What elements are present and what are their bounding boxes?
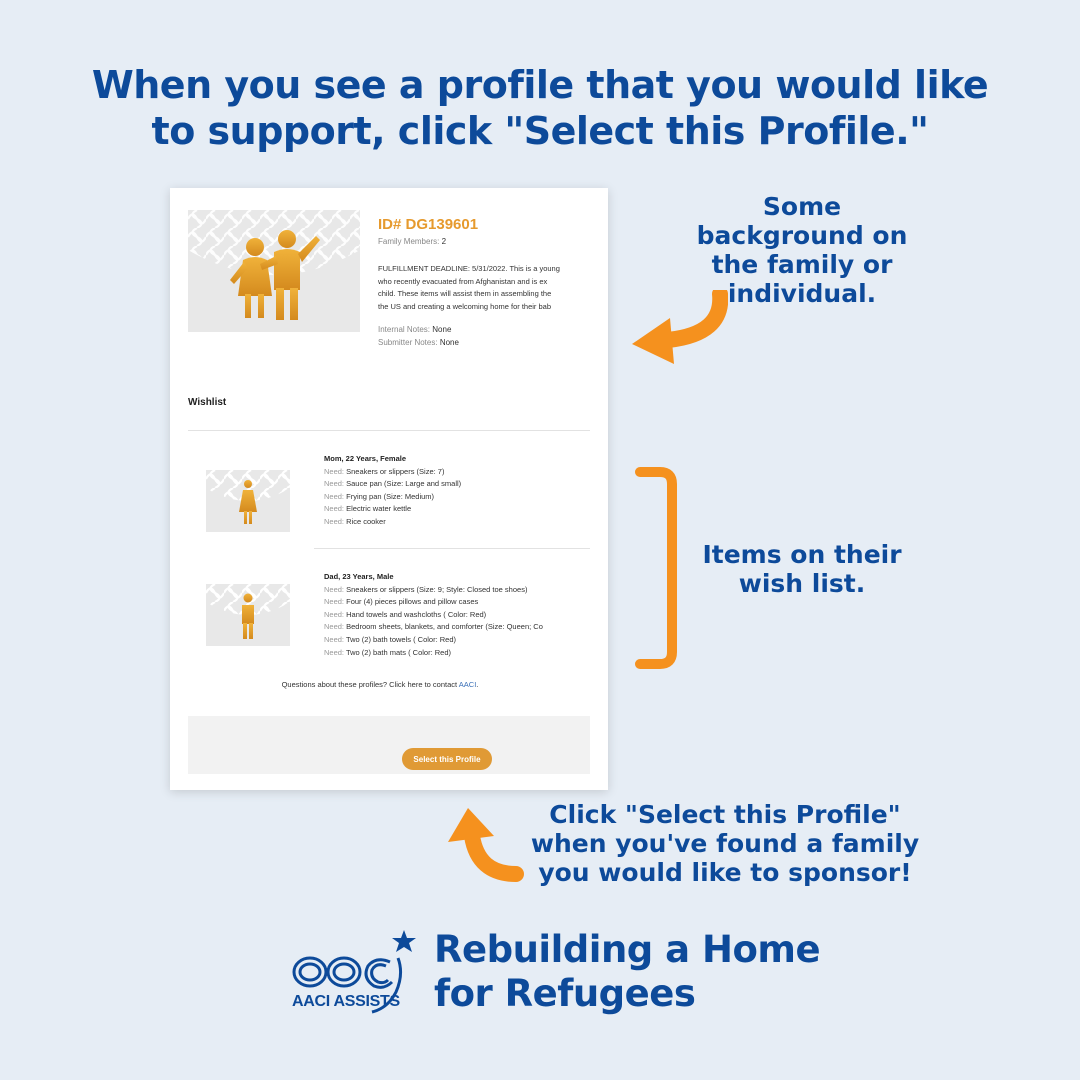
person-name: Dad, 23 Years, Male <box>324 572 394 581</box>
family-members-label: Family Members: <box>378 237 440 246</box>
callout-wishlist: Items on their wish list. <box>702 540 902 598</box>
dad-photo <box>206 584 290 646</box>
select-profile-button[interactable]: Select this Profile <box>402 748 492 770</box>
brand-title <box>434 928 820 1016</box>
wishlist-item <box>324 584 608 597</box>
footer-band <box>188 716 590 774</box>
wishlist-item <box>324 621 608 634</box>
need-label: Need: <box>324 504 345 514</box>
questions-end: . <box>476 680 479 689</box>
divider <box>314 548 590 549</box>
need-label: Need: <box>324 479 345 489</box>
wishlist-item <box>324 478 608 491</box>
family-photo <box>188 210 360 332</box>
profile-screenshot <box>170 188 608 790</box>
internal-notes-label: Internal Notes: <box>378 325 431 334</box>
submitter-notes-value: None <box>439 338 459 347</box>
item-text: Two (2) bath mats ( Color: Red) <box>345 647 452 657</box>
submitter-notes-label: Submitter Notes: <box>378 338 438 347</box>
person-name: Mom, 22 Years, Female <box>324 454 406 463</box>
profile-id: ID# DG139601 <box>378 216 479 233</box>
item-text: Bedroom sheets, blankets, and comforter (Size: Queen; Co <box>346 622 543 632</box>
background-line: who recently evacuated from Afghanistan and is ex <box>378 276 548 286</box>
headline-line-2: to support, click "Select this Profile." <box>151 109 929 153</box>
wishlist-person-mom <box>324 453 608 529</box>
wishlist-item <box>324 516 608 529</box>
background-line: child. These items will assist them in assembling the <box>378 289 552 298</box>
family-members-value: 2 <box>441 237 447 246</box>
wishlist-item <box>324 596 608 609</box>
family-background <box>378 263 608 313</box>
questions-line <box>170 680 590 689</box>
item-text: Sneakers or slippers (Size: 7) <box>346 466 445 476</box>
wishlist-title: Wishlist <box>188 397 227 408</box>
wishlist-item <box>324 647 608 660</box>
family-members <box>378 237 446 246</box>
item-text: Sauce pan (Size: Large and small) <box>346 479 462 489</box>
headline-line-1: When you see a profile that you would like <box>91 63 989 107</box>
callout-select: Click "Select this Profile" when you've found a family you would like to sponsor! <box>530 800 920 887</box>
need-label: Need: <box>324 634 345 644</box>
contact-aaci-link[interactable]: AACI <box>458 680 477 689</box>
arrow-up-icon <box>438 806 524 884</box>
brand-title-line-1: Rebuilding a Home <box>434 928 821 971</box>
callout-background: Some background on the family or individual. <box>696 192 908 308</box>
item-text: Sneakers or slippers (Size: 9; Style: Closed toe shoes) <box>346 584 528 594</box>
divider <box>188 430 590 431</box>
logo-text: AACI ASSISTS <box>292 993 400 1010</box>
wishlist-item <box>324 491 608 504</box>
background-line: FULFILLMENT DEADLINE: 5/31/2022. This is a young <box>378 264 560 273</box>
item-text: Electric water kettle <box>346 504 412 514</box>
need-label: Need: <box>324 516 345 526</box>
need-label: Need: <box>324 491 345 501</box>
item-text: Four (4) pieces pillows and pillow cases <box>346 597 479 607</box>
mom-photo <box>206 470 290 532</box>
wishlist-item <box>324 503 608 516</box>
need-label: Need: <box>324 622 345 632</box>
internal-notes-value: None <box>432 325 452 334</box>
need-label: Need: <box>324 647 345 657</box>
item-text: Hand towels and washcloths ( Color: Red) <box>346 609 487 619</box>
need-label: Need: <box>324 584 345 594</box>
questions-text: Questions about these profiles? Click here to contact <box>281 680 458 689</box>
bracket-icon <box>634 466 680 670</box>
need-label: Need: <box>324 466 345 476</box>
need-label: Need: <box>324 609 345 619</box>
need-label: Need: <box>324 597 345 607</box>
wishlist-item <box>324 609 608 622</box>
arrow-left-icon <box>628 290 728 366</box>
item-text: Frying pan (Size: Medium) <box>346 491 435 501</box>
wishlist-item <box>324 634 608 647</box>
item-text: Rice cooker <box>346 516 386 526</box>
submitter-notes <box>378 338 459 347</box>
wishlist-person-dad <box>324 571 608 659</box>
brand-title-line-2: for Refugees <box>434 972 696 1015</box>
headline <box>40 62 1040 154</box>
internal-notes <box>378 325 451 334</box>
background-line: the US and creating a welcoming home for their bab <box>378 301 552 311</box>
wishlist-item <box>324 466 608 479</box>
item-text: Two (2) bath towels ( Color: Red) <box>345 634 457 644</box>
